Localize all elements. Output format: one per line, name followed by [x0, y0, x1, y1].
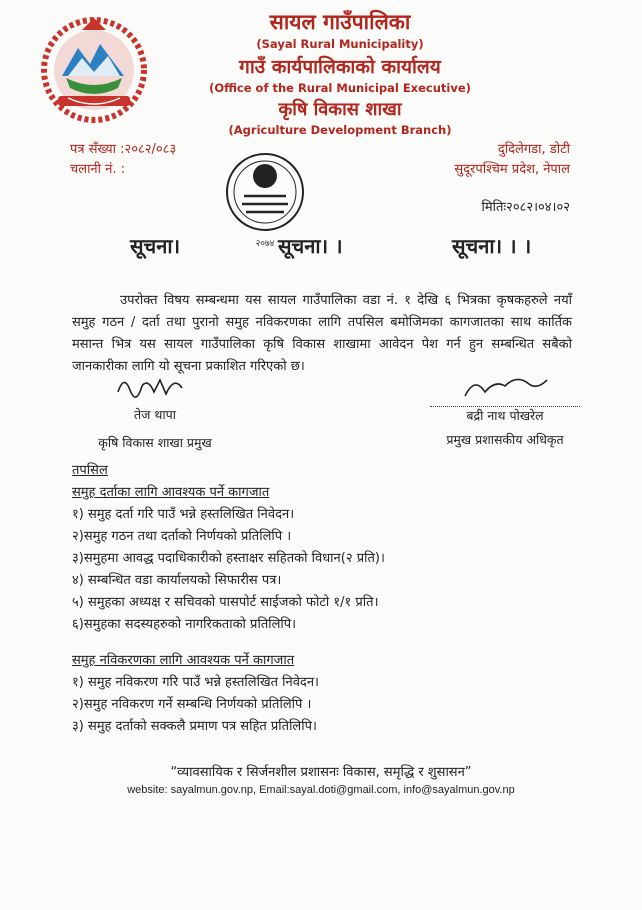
nepal-emblem-icon	[38, 14, 150, 124]
notice-heading-3: सूचना। । ।	[452, 234, 532, 258]
list-item: ४) सम्बन्धित वडा कार्यालयको सिफारीस पत्र।	[72, 573, 282, 588]
seal-stamp-icon	[224, 150, 306, 234]
list-item: २)समुह गठन तथा दर्ताको निर्णयको प्रतिलिपि ।	[72, 529, 292, 544]
signature-icon	[455, 372, 555, 402]
province: सुदूरपश्चिम प्रदेश, नेपाल	[454, 162, 570, 177]
signatory-left	[80, 372, 230, 452]
tapasil-section	[72, 460, 592, 636]
dispatch-number: चलानी नं. :	[70, 162, 126, 177]
notice-body: उपरोक्त विषय सम्बन्धमा यस सायल गाउँपालिका वडा नं. १ देखि ६ भित्रका कृषकहरुले नयाँ समुह गठन / दर्ता तथा पुरानो समुह नविकरणका लागि तपसिल बमोजिमका कागजातका साथ कार्तिक मसान्त भित्र यस सायल गाउँपालिका कृषि विकास शाखामा आवेदन पेश गर्न हुन सम्बन्धित सबैको जानकारीका लागि यो सूचना प्रकाशित गरिएको छ।	[72, 293, 572, 374]
list-item: ६)समुहका सदस्यहरुको नागरिकताको प्रतिलिपि।	[72, 617, 297, 632]
slogan: “व्यावसायिक र सिर्जनशील प्रशासनः विकास, समृद्धि र शुसासन”	[170, 765, 472, 780]
list-item: १) समुह दर्ता गरि पाउँ भन्ने हस्तलिखित निवेदन।	[72, 507, 295, 522]
signatory-title: प्रमुख प्रशासकीय अधिकृत	[446, 432, 564, 447]
signatory-name: तेज थापा	[134, 407, 176, 422]
list-item: ३) समुह दर्ताको सक्कलै प्रमाण पत्र सहित प्रतिलिपि।	[72, 719, 317, 734]
signature-icon	[110, 372, 200, 402]
letter-number: पत्र सँख्या :२०८२/०८३	[70, 142, 177, 157]
office-location: दुदिलेगडा, डोटी	[497, 142, 570, 157]
municipality-name-np: सायल गाउँपालिका	[269, 10, 411, 34]
office-name-np: गाउँ कार्यपालिकाको कार्यालय	[239, 56, 441, 78]
branch-name-np: कृषि विकास शाखा	[278, 99, 402, 120]
signatory-name: बद्री नाथ पोखरेल	[466, 408, 544, 423]
seal-year: २०७४	[255, 239, 275, 249]
notice-heading-2: सूचना। ।	[278, 234, 343, 258]
reference-left	[70, 140, 176, 180]
office-name-en: (Office of the Rural Municipal Executive)	[209, 81, 471, 95]
signatory-title: कृषि विकास शाखा प्रमुख	[98, 435, 212, 450]
branch-name-en: (Agriculture Development Branch)	[228, 123, 452, 137]
municipality-name-en: (Sayal Rural Municipality)	[256, 37, 424, 51]
list-item: १) समुह नविकरण गरि पाउँ भन्ने हस्तलिखित निवेदन।	[72, 675, 319, 690]
letter-date: मितिः२०८२।०४।०२	[481, 200, 570, 215]
renewal-heading: समुह नविकरणका लागि आवश्यक पर्ने कागजात	[72, 653, 295, 668]
list-item: २)समुह नविकरण गर्ने सम्बन्धि निर्णयको प्रतिलिपि ।	[72, 697, 312, 712]
contact-info: website: sayalmun.gov.np, Email:sayal.doti@gmail.com, info@sayalmun.gov.np	[127, 784, 515, 796]
reference-right	[454, 140, 570, 180]
tapasil-heading: तपसिल	[72, 463, 108, 478]
list-item: ५) समुहका अध्यक्ष र सचिवको पासपोर्ट साईजको फोटो १/१ प्रति।	[72, 595, 379, 610]
signatory-right	[420, 372, 590, 449]
renewal-section	[72, 650, 592, 738]
letterhead	[150, 8, 530, 138]
list-item: ३)समुहमा आवद्ध पदाधिकारीको हस्ताक्षर सहितको विधान(२ प्रति)।	[72, 551, 385, 566]
notice-heading-1: सूचना।	[130, 234, 181, 258]
registration-heading: समुह दर्ताका लागि आवश्यक पर्ने कागजात	[72, 485, 270, 500]
